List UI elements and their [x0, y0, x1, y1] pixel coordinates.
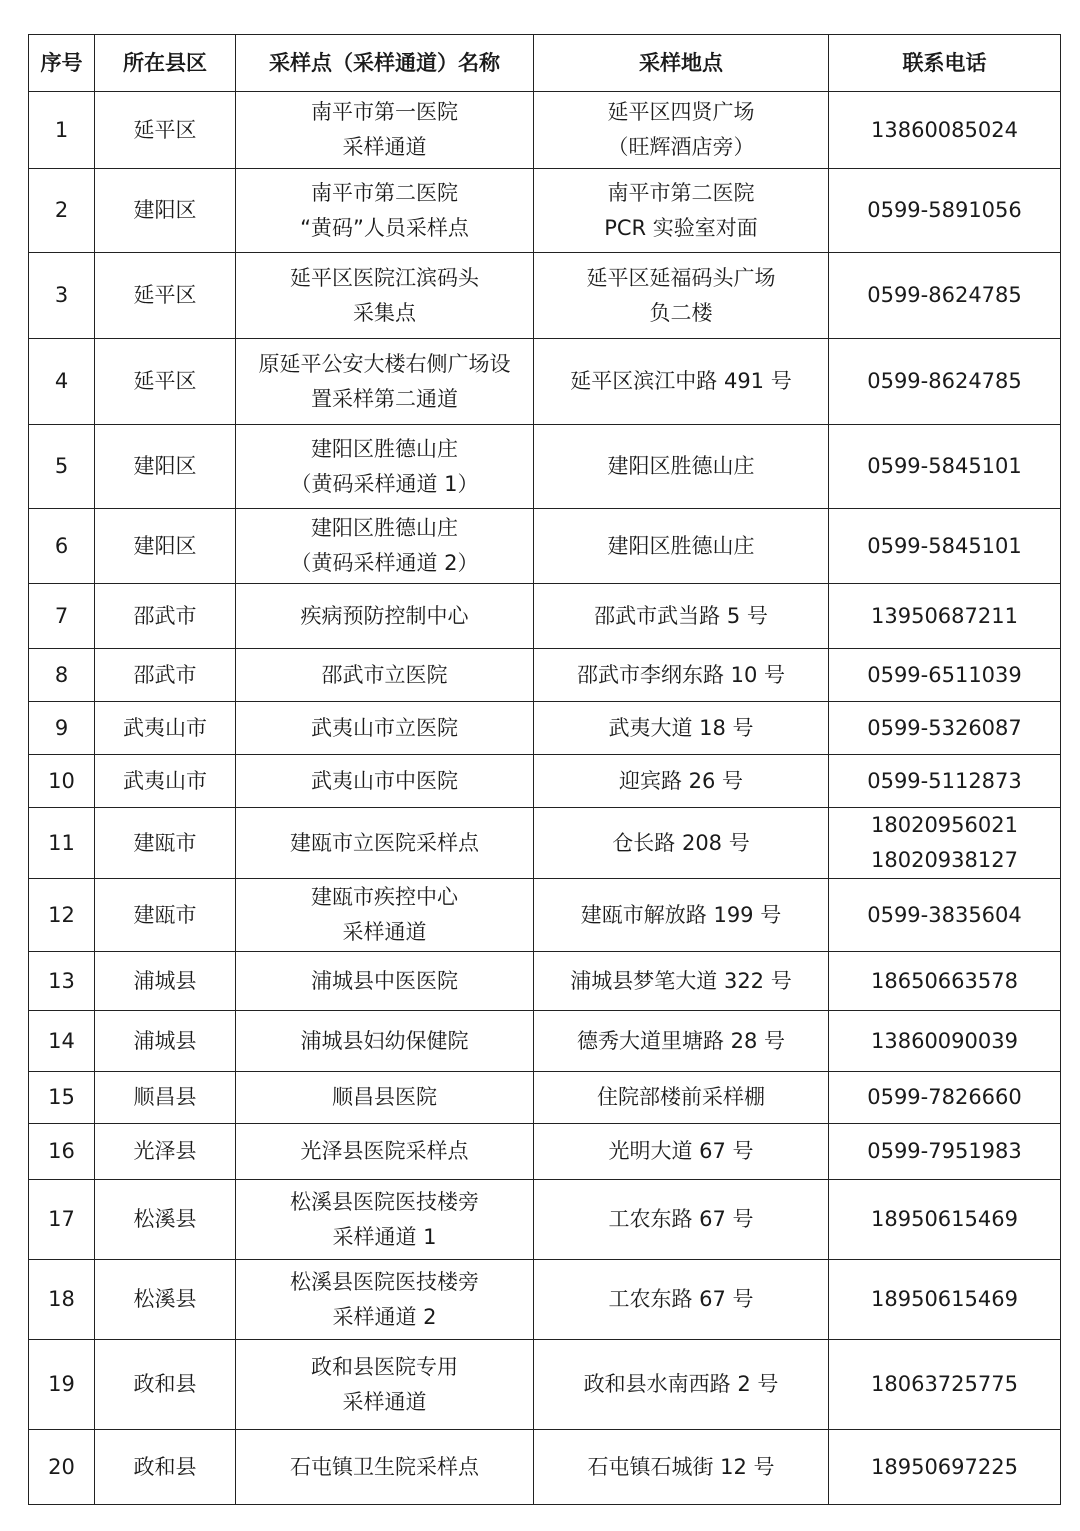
cell-phone: 18650663578 — [829, 952, 1061, 1011]
cell-district: 邵武市 — [95, 584, 236, 649]
table-row — [29, 584, 1061, 649]
cell-site-name: 浦城县妇幼保健院 — [236, 1011, 534, 1072]
cell-site-name: 顺昌县医院 — [236, 1072, 534, 1124]
cell-district: 光泽县 — [95, 1124, 236, 1180]
cell-phone: 0599-8624785 — [829, 253, 1061, 339]
cell-no: 18 — [29, 1260, 95, 1340]
cell-location: 武夷大道 18 号 — [534, 702, 829, 755]
cell-no: 9 — [29, 702, 95, 755]
cell-phone: 0599-8624785 — [829, 339, 1061, 425]
cell-no: 10 — [29, 755, 95, 808]
cell-district: 延平区 — [95, 253, 236, 339]
cell-site-name: 武夷山市立医院 — [236, 702, 534, 755]
cell-location: 建阳区胜德山庄 — [534, 425, 829, 509]
cell-no: 17 — [29, 1180, 95, 1260]
cell-no: 3 — [29, 253, 95, 339]
cell-district: 顺昌县 — [95, 1072, 236, 1124]
cell-location: 浦城县梦笔大道 322 号 — [534, 952, 829, 1011]
cell-district: 浦城县 — [95, 952, 236, 1011]
cell-location: 工农东路 67 号 — [534, 1180, 829, 1260]
cell-site-name: 建阳区胜德山庄 （黄码采样通道 2） — [236, 509, 534, 584]
cell-district: 松溪县 — [95, 1260, 236, 1340]
table-row — [29, 169, 1061, 253]
table-row — [29, 425, 1061, 509]
cell-phone: 18063725775 — [829, 1340, 1061, 1430]
cell-district: 建瓯市 — [95, 879, 236, 952]
cell-location: 邵武市李纲东路 10 号 — [534, 649, 829, 702]
cell-location: 住院部楼前采样棚 — [534, 1072, 829, 1124]
cell-location: 迎宾路 26 号 — [534, 755, 829, 808]
cell-no: 15 — [29, 1072, 95, 1124]
cell-district: 延平区 — [95, 92, 236, 169]
cell-site-name: 延平区医院江滨码头 采集点 — [236, 253, 534, 339]
cell-site-name: 政和县医院专用 采样通道 — [236, 1340, 534, 1430]
cell-no: 4 — [29, 339, 95, 425]
cell-site-name: 原延平公安大楼右侧广场设 置采样第二通道 — [236, 339, 534, 425]
cell-no: 5 — [29, 425, 95, 509]
table-row — [29, 1011, 1061, 1072]
cell-location: 建瓯市解放路 199 号 — [534, 879, 829, 952]
cell-no: 20 — [29, 1430, 95, 1505]
cell-site-name: 南平市第二医院 “黄码”人员采样点 — [236, 169, 534, 253]
table-row — [29, 253, 1061, 339]
cell-district: 政和县 — [95, 1340, 236, 1430]
table-row — [29, 1180, 1061, 1260]
cell-district: 建阳区 — [95, 509, 236, 584]
cell-phone: 0599-5845101 — [829, 509, 1061, 584]
header-district: 所在县区 — [95, 35, 236, 92]
cell-no: 19 — [29, 1340, 95, 1430]
sampling-sites-table — [28, 34, 1061, 1505]
cell-district: 松溪县 — [95, 1180, 236, 1260]
table-row — [29, 879, 1061, 952]
table-row — [29, 755, 1061, 808]
cell-site-name: 浦城县中医医院 — [236, 952, 534, 1011]
header-location: 采样地点 — [534, 35, 829, 92]
cell-phone: 0599-5326087 — [829, 702, 1061, 755]
cell-phone: 18950615469 — [829, 1180, 1061, 1260]
cell-location: 工农东路 67 号 — [534, 1260, 829, 1340]
cell-location: 延平区延福码头广场 负二楼 — [534, 253, 829, 339]
cell-no: 11 — [29, 808, 95, 879]
cell-location: 建阳区胜德山庄 — [534, 509, 829, 584]
cell-site-name: 邵武市立医院 — [236, 649, 534, 702]
header-site-name: 采样点（采样通道）名称 — [236, 35, 534, 92]
cell-district: 武夷山市 — [95, 702, 236, 755]
cell-no: 1 — [29, 92, 95, 169]
table-row — [29, 1124, 1061, 1180]
cell-location: 石屯镇石城街 12 号 — [534, 1430, 829, 1505]
cell-site-name: 疾病预防控制中心 — [236, 584, 534, 649]
cell-location: 延平区四贤广场 （旺辉酒店旁） — [534, 92, 829, 169]
cell-no: 12 — [29, 879, 95, 952]
cell-site-name: 松溪县医院医技楼旁 采样通道 2 — [236, 1260, 534, 1340]
header-phone: 联系电话 — [829, 35, 1061, 92]
cell-phone: 13860085024 — [829, 92, 1061, 169]
header-no: 序号 — [29, 35, 95, 92]
table-row — [29, 649, 1061, 702]
cell-phone: 13860090039 — [829, 1011, 1061, 1072]
cell-no: 8 — [29, 649, 95, 702]
cell-district: 邵武市 — [95, 649, 236, 702]
cell-phone: 0599-5845101 — [829, 425, 1061, 509]
table-row — [29, 1430, 1061, 1505]
cell-location: 政和县水南西路 2 号 — [534, 1340, 829, 1430]
table-row — [29, 702, 1061, 755]
cell-location: 德秀大道里塘路 28 号 — [534, 1011, 829, 1072]
cell-district: 建阳区 — [95, 425, 236, 509]
cell-no: 13 — [29, 952, 95, 1011]
cell-site-name: 南平市第一医院 采样通道 — [236, 92, 534, 169]
cell-phone: 18950697225 — [829, 1430, 1061, 1505]
cell-location: 光明大道 67 号 — [534, 1124, 829, 1180]
cell-phone: 0599-5112873 — [829, 755, 1061, 808]
table-row — [29, 1340, 1061, 1430]
cell-phone: 0599-7826660 — [829, 1072, 1061, 1124]
cell-phone: 0599-3835604 — [829, 879, 1061, 952]
table-row — [29, 952, 1061, 1011]
table-body — [29, 92, 1061, 1505]
cell-no: 16 — [29, 1124, 95, 1180]
cell-location: 延平区滨江中路 491 号 — [534, 339, 829, 425]
cell-no: 7 — [29, 584, 95, 649]
cell-district: 武夷山市 — [95, 755, 236, 808]
table-row — [29, 1072, 1061, 1124]
cell-phone: 0599-7951983 — [829, 1124, 1061, 1180]
table-row — [29, 1260, 1061, 1340]
cell-district: 浦城县 — [95, 1011, 236, 1072]
cell-district: 建阳区 — [95, 169, 236, 253]
cell-site-name: 武夷山市中医院 — [236, 755, 534, 808]
cell-location: 邵武市武当路 5 号 — [534, 584, 829, 649]
cell-phone: 18020956021 18020938127 — [829, 808, 1061, 879]
cell-site-name: 松溪县医院医技楼旁 采样通道 1 — [236, 1180, 534, 1260]
cell-site-name: 石屯镇卫生院采样点 — [236, 1430, 534, 1505]
cell-site-name: 建瓯市疾控中心 采样通道 — [236, 879, 534, 952]
cell-no: 2 — [29, 169, 95, 253]
cell-no: 14 — [29, 1011, 95, 1072]
cell-district: 延平区 — [95, 339, 236, 425]
cell-phone: 13950687211 — [829, 584, 1061, 649]
cell-district: 建瓯市 — [95, 808, 236, 879]
cell-district: 政和县 — [95, 1430, 236, 1505]
cell-phone: 0599-5891056 — [829, 169, 1061, 253]
header-row — [29, 35, 1061, 92]
cell-phone: 18950615469 — [829, 1260, 1061, 1340]
cell-phone: 0599-6511039 — [829, 649, 1061, 702]
cell-no: 6 — [29, 509, 95, 584]
cell-location: 仓长路 208 号 — [534, 808, 829, 879]
cell-location: 南平市第二医院 PCR 实验室对面 — [534, 169, 829, 253]
cell-site-name: 建阳区胜德山庄 （黄码采样通道 1） — [236, 425, 534, 509]
table-row — [29, 509, 1061, 584]
cell-site-name: 建瓯市立医院采样点 — [236, 808, 534, 879]
cell-site-name: 光泽县医院采样点 — [236, 1124, 534, 1180]
table-row — [29, 808, 1061, 879]
table-row — [29, 339, 1061, 425]
table-row — [29, 92, 1061, 169]
